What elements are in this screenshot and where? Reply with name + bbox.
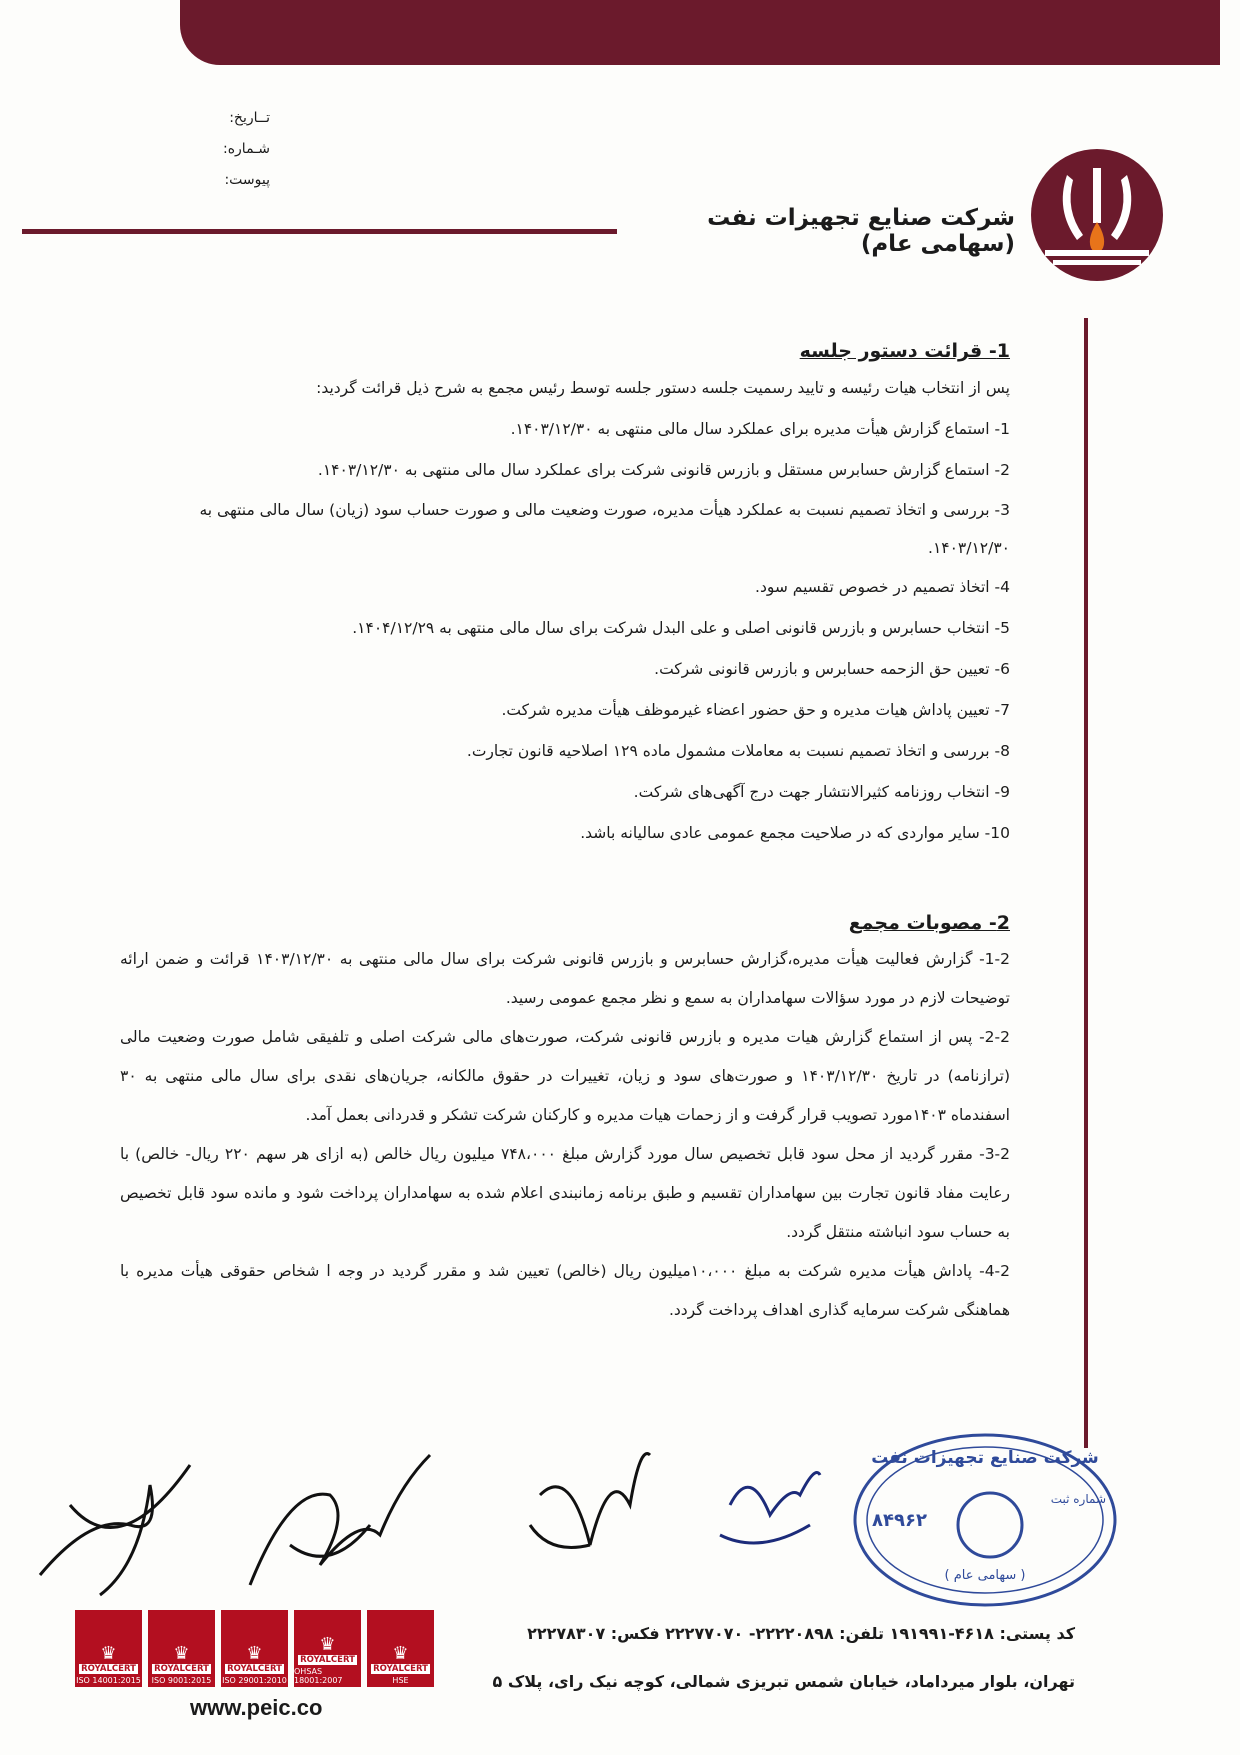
signatures [30,1425,830,1605]
margin-rule [1084,318,1088,1448]
agenda-item: 10- سایر مواردی که در صلاحیت مجمع عمومی عادی سالیانه باشد. [580,824,1010,842]
stamp-company: شرکت صنایع تجهیزات نفت [871,1448,1099,1468]
agenda-item: 3- بررسی و اتخاذ تصمیم نسبت به عملکرد هیأت مدیره، صورت وضعیت مالی و صورت حساب سود (زیان) سال مالی منتهی به ۱۴۰۳/۱۲/۳۰. [199,501,1010,557]
agenda-item: 2- استماع گزارش حسابرس مستقل و بازرس قانونی شرکت برای عملکرد سال مالی منتهی به ۱۴۰۳/۱۲/۳۰. [317,461,1010,479]
company-logo [1025,140,1170,310]
cert-badge: ♛ ROYALCERT ISO 14001:2015 [75,1610,142,1687]
document-body [120,340,1010,1330]
contact-line: کد پستی: ۴۶۱۸-۱۹۱۹۹۱ تلفن: ۲۲۲۲۰۸۹۸- ۲۲۲۷۷۰۷۰ فکس: ۲۲۲۷۸۳۰۷ [527,1624,1075,1643]
resolution-item: 3-2- مقرر گردید از محل سود قابل تخصیص سال مورد گزارش مبلغ ۷۴۸،۰۰۰ میلیون ریال خالص (به ازای هر سهم ۲۲۰ ریال- خالص) با رعایت مفاد قانون تجارت بین سهامداران تقسیم و طبق برنامه زمانبندی اعلام شده به سهامداران پرداخت شود و مانده سود قابل تخصیص به حساب سود انباشته منتقل گردد. [120,1145,1011,1241]
resolution-item: 4-2- پاداش هیأت مدیره شرکت به مبلغ ۱۰،۰۰۰میلیون ریال (خالص) تعیین شد و مقرر گردید در وجه ا شخاص حقوقی هیأت مدیره با هماهنگی شرکت سرمایه گذاری اهداف پرداخت گردد. [120,1262,1011,1319]
cert-badge: ♛ ROYALCERT ISO 29001:2010 [221,1610,288,1687]
section1-intro: پس از انتخاب هیات رئیسه و تایید رسمیت جلسه دستور جلسه توسط رئیس مجمع به شرح ذیل قرائت گردید: [316,379,1010,397]
signature-3 [530,1454,650,1548]
meta-fields [215,103,270,196]
address-line: تهران، بلوار میرداماد، خیابان شمس تبریزی شمالی، کوچه نیک رای، پلاک ۵ [492,1672,1075,1691]
stamp-type: ( سهامی عام ) [944,1568,1026,1583]
header-rule [22,229,617,234]
signature-4 [720,1473,820,1544]
cert-badge: ♛ ROYALCERT OHSAS 18001:2007 [294,1610,361,1687]
header-band-notch [150,0,180,65]
agenda-item: 7- تعیین پاداش هیات مدیره و حق حضور اعضاء غیرموظف هیأت مدیره شرکت. [501,701,1010,719]
website-link[interactable]: www.peic.co [190,1695,323,1720]
section1-title: 1- قرائت دستور جلسه [799,340,1010,362]
certifications [75,1610,434,1687]
cert-badge: ♛ ROYALCERT ISO 9001:2015 [148,1610,215,1687]
agenda-item: 1- استماع گزارش هیأت مدیره برای عملکرد سال مالی منتهی به ۱۴۰۳/۱۲/۳۰. [510,420,1010,438]
cert-badge: ♛ ROYALCERT HSE [367,1610,434,1687]
number-label: شـماره: [222,141,270,157]
agenda-item: 5- انتخاب حسابرس و بازرس قانونی اصلی و علی البدل شرکت برای سال مالی منتهی به ۱۴۰۴/۱۲/۲۹. [352,619,1010,637]
section2-title: 2- مصوبات مجمع [848,912,1010,934]
company-stamp [850,1430,1120,1610]
agenda-item: 4- اتخاذ تصمیم در خصوص تقسیم سود. [755,578,1010,596]
agenda-item: 6- تعیین حق الزحمه حسابرس و بازرس قانونی شرکت. [654,660,1010,678]
attachment-label: پیوست: [224,172,270,188]
resolution-item: 2-2- پس از استماع گزارش هیات مدیره و بازرس قانونی شرکت، صورت‌های مالی شرکت اصلی و تلفیقی شامل صورت وضعیت مالی (ترازنامه) در تاریخ ۱۴۰۳/۱۲/۳۰ و صورت‌های سود و زیان، تغییرات در حقوق مالکانه، جریان‌های نقدی برای سال مالی منتهی به ۳۰ اسفندماه ۱۴۰۳مورد تصویب قرار گرفت و از زحمات هیات مدیره و کارکنان شرکت تشکر و قدردانی بعمل آمد. [120,1028,1010,1124]
signature-2 [250,1455,430,1585]
stamp-reg-label: شماره ثبت [1050,1492,1106,1506]
footer-contact [450,1610,1075,1706]
agenda-item: 8- بررسی و اتخاذ تصمیم نسبت به معاملات مشمول ماده ۱۲۹ اصلاحیه قانون تجارت. [466,742,1010,760]
stamp-reg-number: ۸۴۹۶۲ [872,1510,927,1531]
agenda-item: 9- انتخاب روزنامه کثیرالانتشار جهت درج آگهی‌های شرکت. [633,783,1010,801]
header-band [180,0,1220,65]
company-name: شرکت صنایع تجهیزات نفت (سهامی عام) [707,205,1015,257]
date-label: تــاریخ: [229,110,270,126]
signature-1 [40,1465,190,1595]
resolution-item: 1-2- گزارش فعالیت هیأت مدیره،گزارش حسابرس و بازرس قانونی شرکت برای سال مالی منتهی به ۱۴۰۳/۱۲/۳۰ قرائت و ضمن ارائه توضیحات لازم در مورد سؤالات سهامداران به سمع و نظر مجمع عمومی رسید. [120,950,1010,1007]
